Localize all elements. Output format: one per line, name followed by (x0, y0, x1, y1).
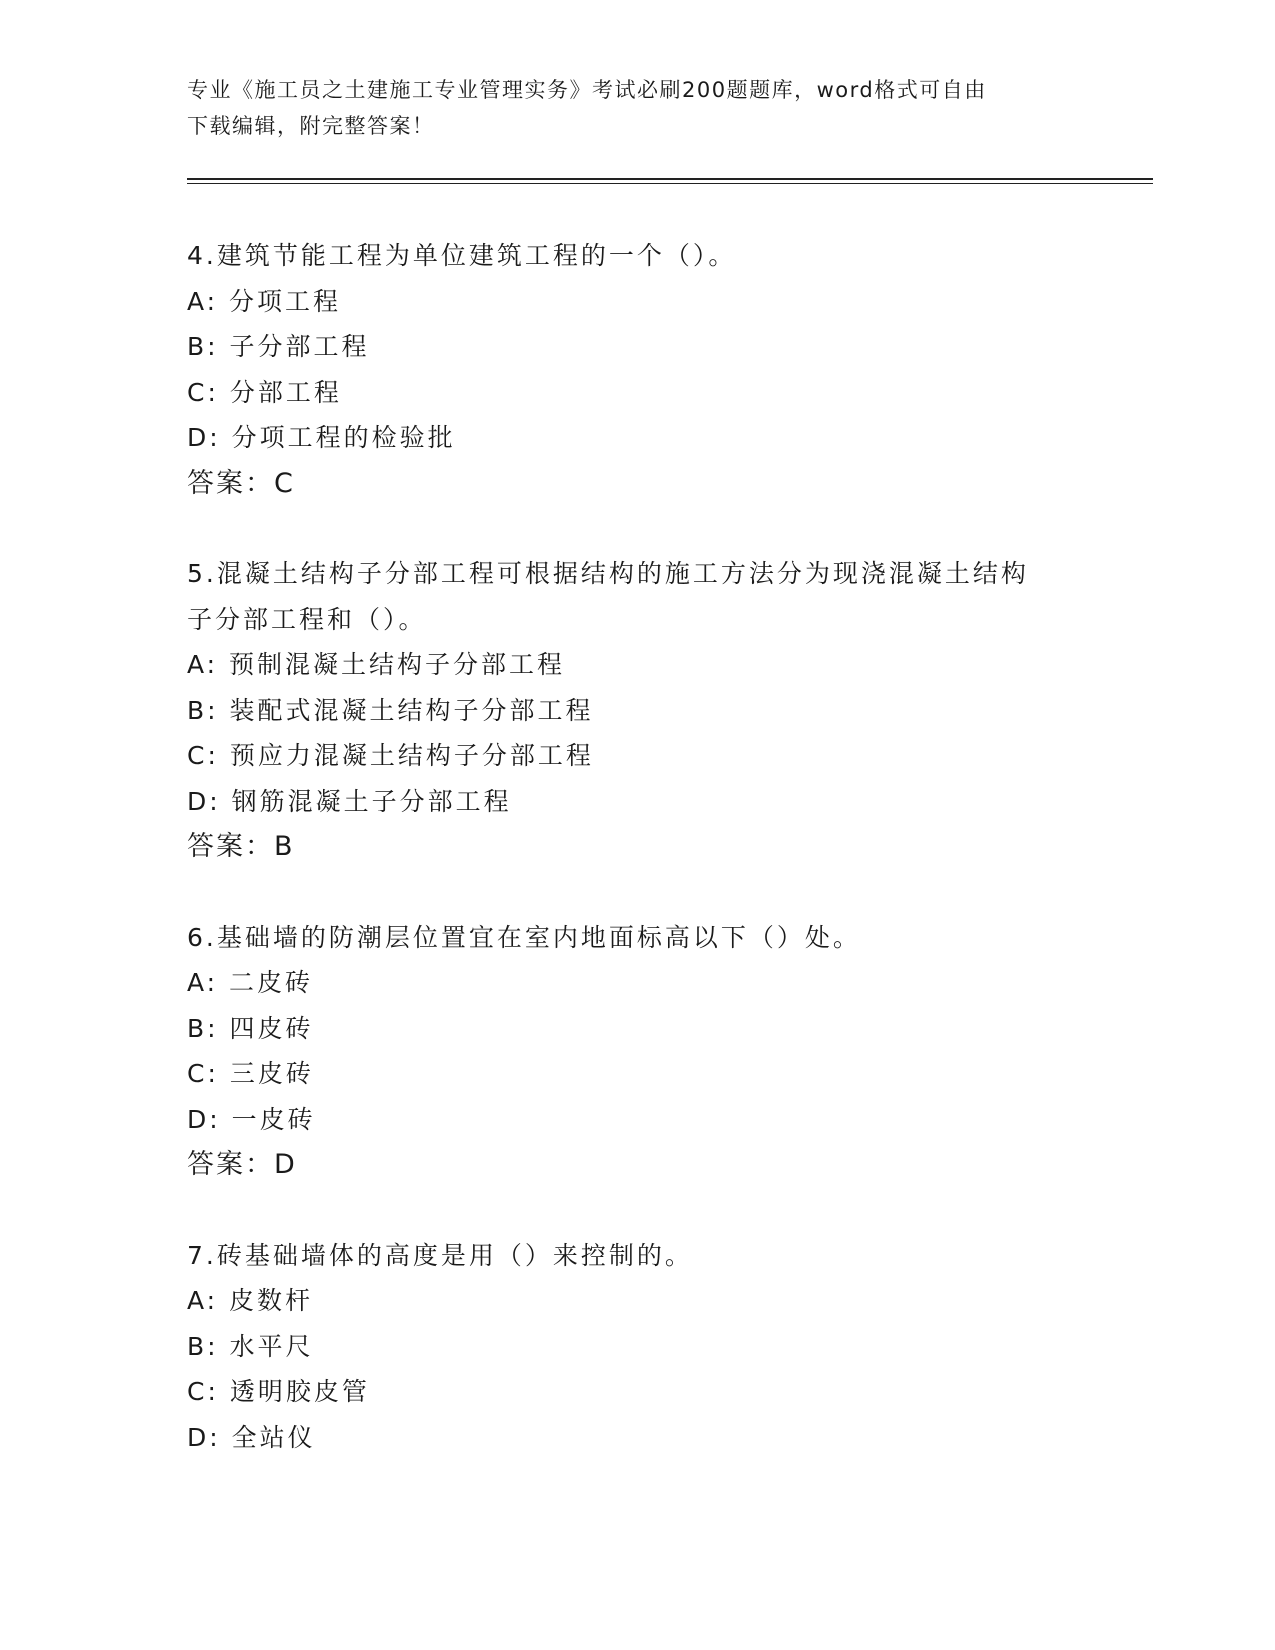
option-b: B: 装配式混凝土结构子分部工程 (187, 695, 594, 725)
question-stem: 4.建筑节能工程为单位建筑工程的一个（）。 (187, 241, 737, 270)
question-list (187, 233, 1117, 1505)
header-divider-thin (187, 183, 1153, 184)
question-7 (187, 1233, 1117, 1461)
option-c: C: 分部工程 (187, 377, 342, 407)
answer: 答案：B (187, 831, 295, 862)
option-d: D: 钢筋混凝土子分部工程 (187, 786, 512, 816)
option-b: B: 四皮砖 (187, 1013, 314, 1043)
question-stem: 7.砖基础墙体的高度是用（）来控制的。 (187, 1240, 693, 1270)
question-5 (187, 551, 1117, 870)
question-stem-line-1: 5.混凝土结构子分部工程可根据结构的施工方法分为现浇混凝土结构 (187, 559, 1029, 588)
option-a: A: 分项工程 (187, 286, 342, 316)
header-line-2: 下载编辑，附完整答案！ (187, 114, 435, 138)
document-header (187, 72, 1067, 144)
header-line-1: 专业《施工员之土建施工专业管理实务》考试必刷200题题库，word格式可自由 (187, 78, 987, 102)
option-b: B: 水平尺 (187, 1331, 314, 1361)
option-c: C: 三皮砖 (187, 1059, 314, 1088)
question-stem: 6.基础墙的防潮层位置宜在室内地面标高以下（）处。 (187, 922, 861, 952)
option-b: B: 子分部工程 (187, 332, 370, 361)
option-a: A: 皮数杆 (187, 1286, 314, 1315)
header-divider-thick (187, 178, 1153, 180)
answer: 答案：D (187, 1149, 297, 1180)
option-a: A: 预制混凝土结构子分部工程 (187, 650, 566, 679)
option-a: A: 二皮砖 (187, 968, 314, 997)
answer: 答案：C (187, 467, 295, 499)
option-c: C: 预应力混凝土结构子分部工程 (187, 741, 594, 770)
option-d: D: 全站仪 (187, 1422, 316, 1452)
option-d: D: 分项工程的检验批 (187, 423, 456, 452)
question-stem-line-2: 子分部工程和（）。 (187, 604, 427, 634)
question-6 (187, 915, 1117, 1188)
question-4 (187, 233, 1117, 506)
option-c: C: 透明胶皮管 (187, 1377, 370, 1406)
option-d: D: 一皮砖 (187, 1104, 316, 1134)
